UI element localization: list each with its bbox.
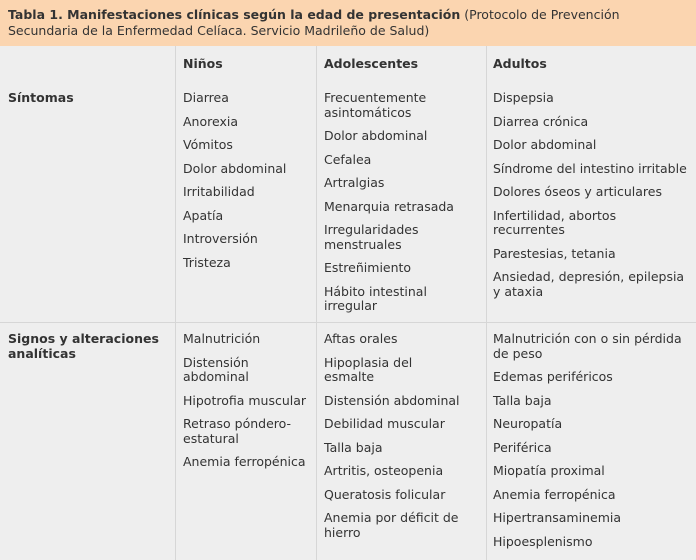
list-item: Cefalea [324, 151, 372, 167]
list-item: Retraso póndero-estatural [183, 416, 292, 446]
list-item: Diarrea crónica [493, 113, 589, 129]
caption-source: (Protocolo de Prevención Secundaria de la Enfermedad Celíaca. Servicio Madrileño de Salud) [8, 7, 620, 38]
list-item: Talla baja [493, 392, 552, 408]
list-item: Malnutrición con o sin pérdida de peso [493, 331, 682, 361]
list-item: Artralgias [324, 175, 385, 190]
list-item: Menarquia retrasada [324, 198, 454, 214]
list-item: Anemia ferropénica [493, 486, 616, 502]
list-item: Introversión [183, 231, 258, 246]
list-item: Síndrome del intestino irritable [493, 160, 687, 176]
header-ninos: Niños [183, 56, 223, 71]
list-item: Dolores óseos y articulares [493, 184, 662, 199]
list-item: Infertilidad, abortos recurrentes [493, 207, 617, 237]
list-item: Tristeza [183, 254, 231, 270]
header-adolescentes: Adolescentes [324, 56, 419, 71]
cell-signos-adolescentes [324, 332, 466, 549]
table-caption [0, 0, 696, 46]
list-item: Vómitos [183, 137, 233, 152]
cell-sintomas-adolescentes [324, 91, 466, 323]
row-label-sintomas: Síntomas [8, 90, 74, 105]
clinical-table [0, 46, 696, 560]
list-item: Hipoesplenismo [493, 533, 593, 549]
list-item: Distensión abdominal [183, 354, 249, 384]
list-item: Artritis, osteopenia [324, 463, 444, 478]
list-item: Estreñimiento [324, 260, 412, 275]
list-item: Dolor abdominal [183, 160, 287, 176]
list-item: Queratosis folicular [324, 486, 446, 502]
list-item: Frecuentemente asintomáticos [324, 90, 427, 120]
list-item: Talla baja [324, 439, 383, 455]
column-divider [486, 46, 487, 560]
caption-title: Tabla 1. Manifestaciones clínicas según la edad de presentación [8, 7, 461, 22]
list-item: Parestesias, tetania [493, 245, 616, 261]
list-item: Dolor abdominal [493, 137, 597, 152]
list-item: Irregularidades menstruales [324, 222, 419, 252]
list-item: Malnutrición [183, 331, 261, 346]
list-item: Dolor abdominal [324, 128, 428, 143]
header-adultos: Adultos [493, 56, 547, 71]
list-item: Irritabilidad [183, 184, 255, 199]
list-item: Edemas periféricos [493, 369, 613, 384]
column-divider [316, 46, 317, 560]
column-divider [175, 46, 176, 560]
cell-sintomas-ninos [183, 91, 311, 279]
cell-signos-adultos [493, 332, 683, 558]
cell-signos-ninos [183, 332, 311, 479]
list-item: Anemia ferropénica [183, 454, 306, 469]
list-item: Diarrea [183, 90, 229, 105]
cell-sintomas-adultos [493, 91, 691, 308]
list-item: Ansiedad, depresión, epilepsia y ataxia [493, 269, 685, 299]
list-item: Aftas orales [324, 331, 398, 346]
list-item: Distensión abdominal [324, 392, 460, 408]
list-item: Dispepsia [493, 90, 554, 105]
list-item: Neuropatía [493, 416, 563, 431]
list-item: Hábito intestinal irregular [324, 283, 427, 313]
list-item: Debilidad muscular [324, 416, 445, 431]
list-item: Anemia por déficit de hierro [324, 510, 459, 540]
list-item: Miopatía proximal [493, 463, 605, 478]
list-item: Anorexia [183, 113, 238, 129]
list-item: Periférica [493, 439, 552, 455]
list-item: Apatía [183, 207, 224, 223]
list-item: Hipoplasia del esmalte [324, 354, 413, 384]
list-item: Hipertransaminemia [493, 510, 622, 525]
list-item: Hipotrofia muscular [183, 392, 307, 408]
row-label-signos: Signos y alteraciones analíticas [8, 331, 159, 361]
